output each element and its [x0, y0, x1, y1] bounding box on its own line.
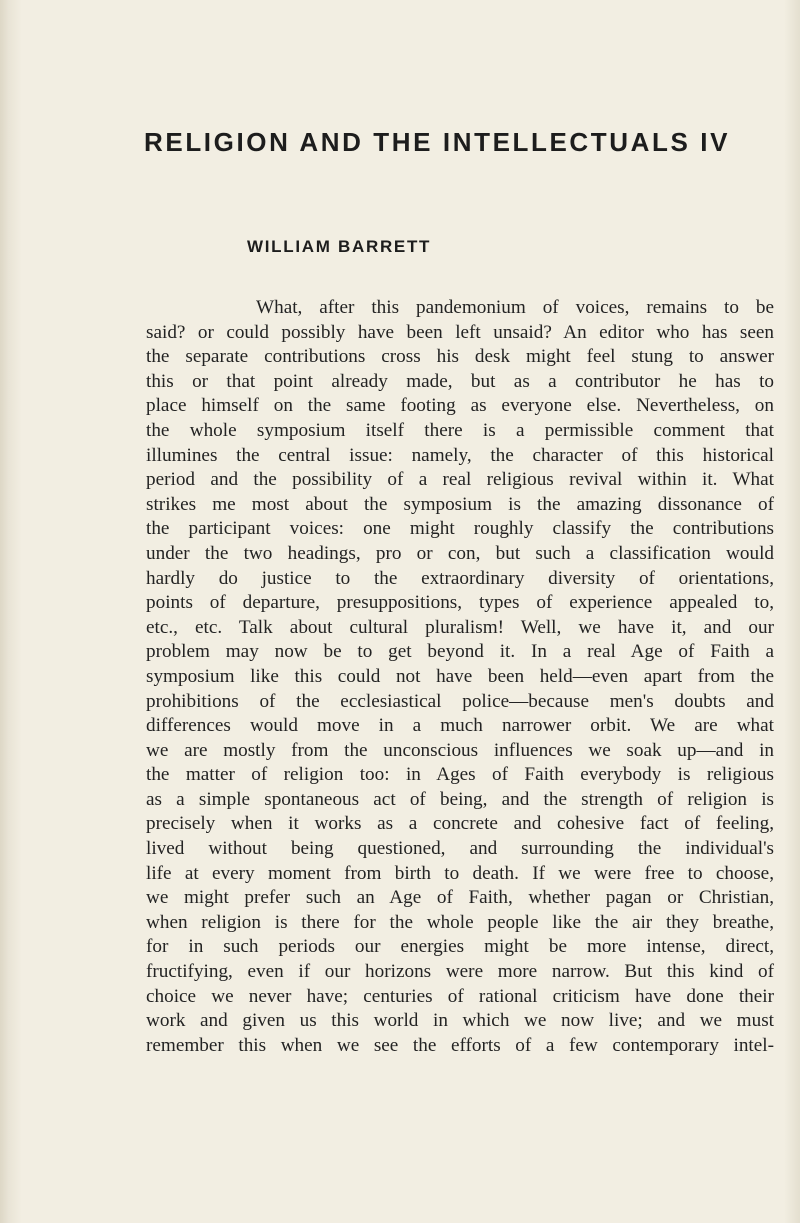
- text-line: fructifying, even if our horizons were more narrow. But this kind of: [146, 961, 774, 983]
- text-line: this or that point already made, but as a contributor he has to: [146, 370, 774, 392]
- text-line: we are mostly from the unconscious influences we soak up—and in: [146, 739, 774, 761]
- text-line: problem may now be to get beyond it. In a real Age of Faith a: [146, 641, 774, 663]
- body-paragraph: [146, 296, 774, 1058]
- text-line: we might prefer such an Age of Faith, whether pagan or Christian,: [146, 887, 774, 909]
- text-line: etc., etc. Talk about cultural pluralism! Well, we have it, and our: [146, 616, 774, 638]
- text-line: symposium like this could not have been held—even apart from the: [146, 665, 774, 687]
- page-edge-right: [784, 0, 800, 1223]
- text-line: hardly do justice to the extraordinary diversity of orientations,: [146, 567, 774, 589]
- text-line: the whole symposium itself there is a permissible comment that: [146, 419, 774, 441]
- text-line: the matter of religion too: in Ages of Faith everybody is religious: [146, 764, 774, 786]
- text-line: place himself on the same footing as everyone else. Nevertheless, on: [146, 395, 774, 417]
- author-name: WILLIAM BARRETT: [247, 237, 432, 256]
- text-line: the separate contributions cross his desk might feel stung to answer: [146, 346, 774, 368]
- text-line: differences would move in a much narrower orbit. We are what: [146, 715, 774, 737]
- text-line: when religion is there for the whole people like the air they breathe,: [146, 911, 774, 933]
- text-line: points of departure, presuppositions, types of experience appealed to,: [146, 592, 774, 614]
- text-line: lived without being questioned, and surrounding the individual's: [146, 838, 774, 860]
- text-line: illumines the central issue: namely, the character of this historical: [146, 444, 774, 466]
- page-edge-left: [0, 0, 22, 1223]
- text-line: What, after this pandemonium of voices, remains to be: [256, 297, 774, 318]
- text-line: the participant voices: one might roughly classify the contributions: [146, 518, 774, 540]
- text-line: remember this when we see the efforts of a few contemporary intel-: [146, 1034, 774, 1056]
- text-line: for in such periods our energies might be more intense, direct,: [146, 936, 774, 958]
- text-line: precisely when it works as a concrete and cohesive fact of feeling,: [146, 813, 774, 835]
- article-title: RELIGION AND THE INTELLECTUALS IV: [144, 127, 731, 157]
- text-line: life at every moment from birth to death. If we were free to choose,: [146, 862, 774, 884]
- text-line: strikes me most about the symposium is the amazing dissonance of: [146, 493, 774, 515]
- text-line: period and the possibility of a real religious revival within it. What: [146, 469, 774, 491]
- text-line: prohibitions of the ecclesiastical police—because men's doubts and: [146, 690, 774, 712]
- text-line: said? or could possibly have been left unsaid? An editor who has seen: [146, 321, 774, 343]
- text-line: choice we never have; centuries of rational criticism have done their: [146, 985, 774, 1007]
- text-line: as a simple spontaneous act of being, and the strength of religion is: [146, 788, 774, 810]
- text-line: under the two headings, pro or con, but such a classification would: [146, 542, 774, 564]
- text-line: work and given us this world in which we now live; and we must: [146, 1010, 774, 1032]
